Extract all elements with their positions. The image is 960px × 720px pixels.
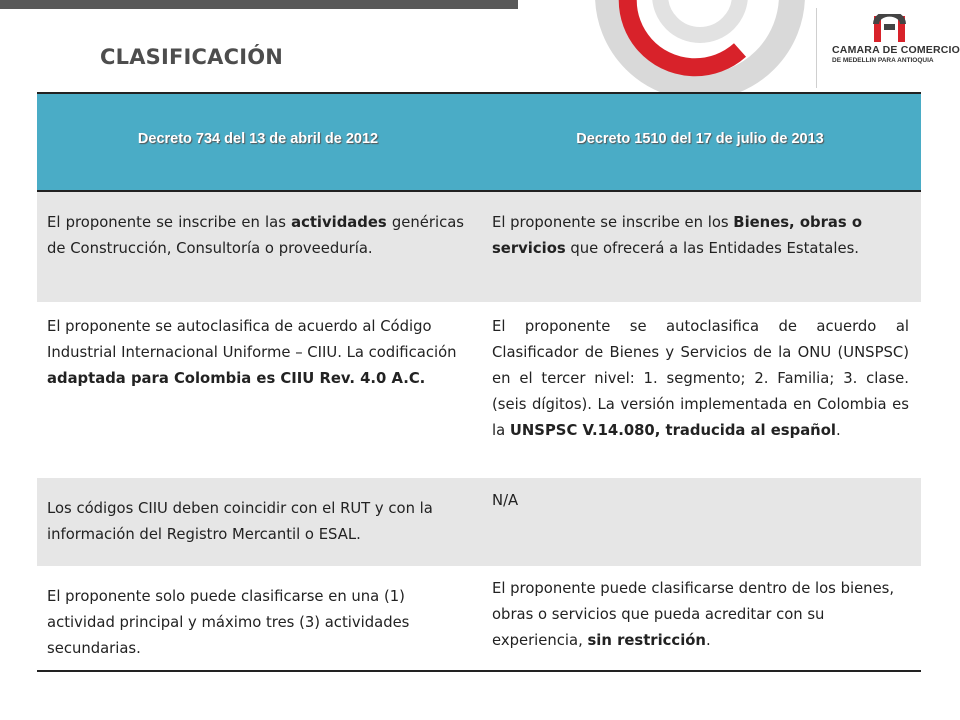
table-row [37,302,921,478]
header-decreto-1510: Decreto 1510 del 17 de julio de 2013 [576,131,824,147]
comparison-table [37,92,921,672]
row2-right-cell: El proponente se autoclasifica de acuerdo al Clasificador de Bienes y Servicios de la ONU (UNSPSC) en el tercer nivel: 1. segmento; 2. Familia; 3. clase. (seis dígitos). La versión implementada en Colombia es la UNSPSC V.14.080, traducida al español. [492,318,909,439]
logo-text [832,44,960,64]
row3-right-cell: N/A [492,492,519,509]
row4-left-cell: El proponente solo puede clasificarse en una (1) actividad principal y máximo tres (3) actividades secundarias. [47,588,410,657]
row3-left-cell: Los códigos CIIU deben coincidir con el RUT y con la información del Registro Mercantil o ESAL. [47,500,433,543]
decorative-rings [590,0,820,100]
row1-left-cell: El proponente se inscribe en las actividades genéricas de Construcción, Consultoría o proveeduría. [47,214,464,257]
logo-divider [816,8,817,88]
logo-line2: DE MEDELLIN PARA ANTIOQUIA [832,57,934,64]
table-row [37,478,921,566]
header-decreto-734: Decreto 734 del 13 de abril de 2012 [137,131,379,147]
top-bar [0,0,518,9]
row2-left-cell: El proponente se autoclasifica de acuerdo al Código Industrial Internacional Uniforme – CIIU. La codificación adaptada para Colombia es CIIU Rev. 4.0 A.C. [47,318,457,387]
table-row [37,192,921,302]
row1-right-cell: El proponente se inscribe en los Bienes, obras o servicios que ofrecerá a las Entidades Estatales. [492,214,862,257]
table-row [37,566,921,670]
row4-right-cell: El proponente puede clasificarse dentro de los bienes, obras o servicios que pueda acreditar con su experiencia, sin restricción. [492,580,895,649]
logo-line1: CAMARA DE COMERCIO [832,44,960,56]
table-bottom-border [37,670,921,672]
page-title: CLASIFICACIÓN [100,45,284,69]
table-header [37,92,921,192]
